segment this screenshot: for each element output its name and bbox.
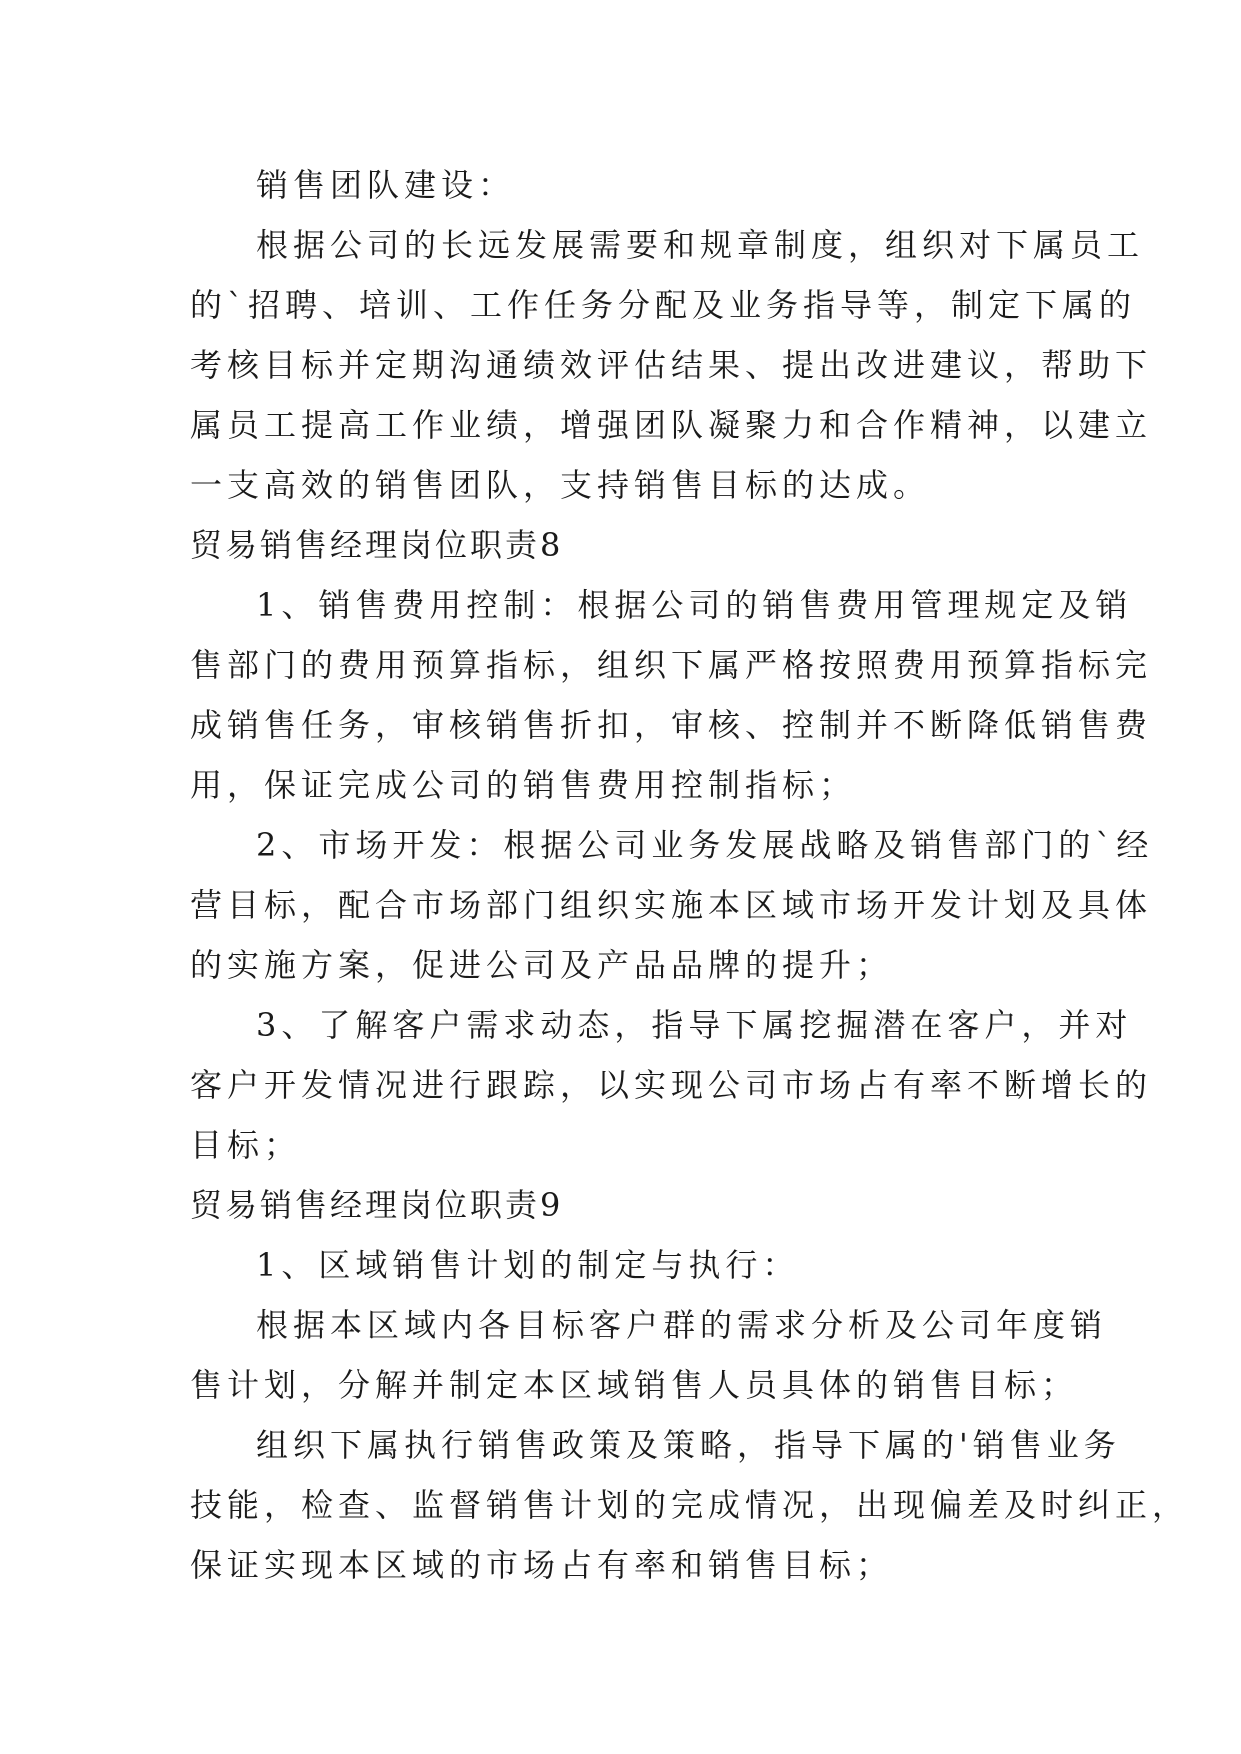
paragraph-line: 的`招聘、培训、工作任务分配及业务指导等，制定下属的 bbox=[190, 286, 1137, 324]
document-page bbox=[190, 155, 1190, 1595]
paragraph-line: 组织下属执行销售政策及策略，指导下属的'销售业务 bbox=[256, 1426, 1121, 1464]
paragraph-line: 考核目标并定期沟通绩效评估结果、提出改进建议，帮助下 bbox=[190, 346, 1153, 384]
section-heading: 贸易销售经理岗位职责9 bbox=[190, 1186, 564, 1224]
paragraph-line: 用，保证完成公司的销售费用控制指标； bbox=[190, 766, 857, 804]
paragraph-line: 1、销售费用控制：根据公司的销售费用管理规定及销 bbox=[256, 586, 1133, 624]
paragraph-line: 技能，检查、监督销售计划的完成情况，出现偏差及时纠正， bbox=[190, 1486, 1190, 1524]
paragraph-line: 1、区域销售计划的制定与执行： bbox=[256, 1246, 800, 1284]
paragraph-line: 根据本区域内各目标客户群的需求分析及公司年度销 bbox=[256, 1306, 1108, 1344]
paragraph-line: 一支高效的销售团队，支持销售目标的达成。 bbox=[190, 466, 931, 504]
paragraph-line: 营目标，配合市场部门组织实施本区域市场开发计划及具体 bbox=[190, 886, 1153, 924]
paragraph-line: 销售团队建设： bbox=[256, 166, 516, 204]
section-heading: 贸易销售经理岗位职责8 bbox=[190, 526, 564, 564]
paragraph-line: 3、了解客户需求动态，指导下属挖掘潜在客户，并对 bbox=[256, 1006, 1133, 1044]
paragraph-line: 的实施方案，促进公司及产品品牌的提升； bbox=[190, 946, 894, 984]
paragraph-line: 售计划，分解并制定本区域销售人员具体的销售目标； bbox=[190, 1366, 1079, 1404]
paragraph-line: 属员工提高工作业绩，增强团队凝聚力和合作精神，以建立 bbox=[190, 406, 1153, 444]
paragraph-line: 根据公司的长远发展需要和规章制度，组织对下属员工 bbox=[256, 226, 1145, 264]
paragraph-line: 售部门的费用预算指标，组织下属严格按照费用预算指标完 bbox=[190, 646, 1153, 684]
paragraph-line: 2、市场开发：根据公司业务发展战略及销售部门的`经 bbox=[256, 826, 1154, 864]
paragraph-line: 保证实现本区域的市场占有率和销售目标； bbox=[190, 1546, 894, 1584]
paragraph-line: 目标； bbox=[190, 1126, 302, 1164]
paragraph-line: 客户开发情况进行跟踪，以实现公司市场占有率不断增长的 bbox=[190, 1066, 1153, 1104]
paragraph-line: 成销售任务，审核销售折扣，审核、控制并不断降低销售费 bbox=[190, 706, 1153, 744]
